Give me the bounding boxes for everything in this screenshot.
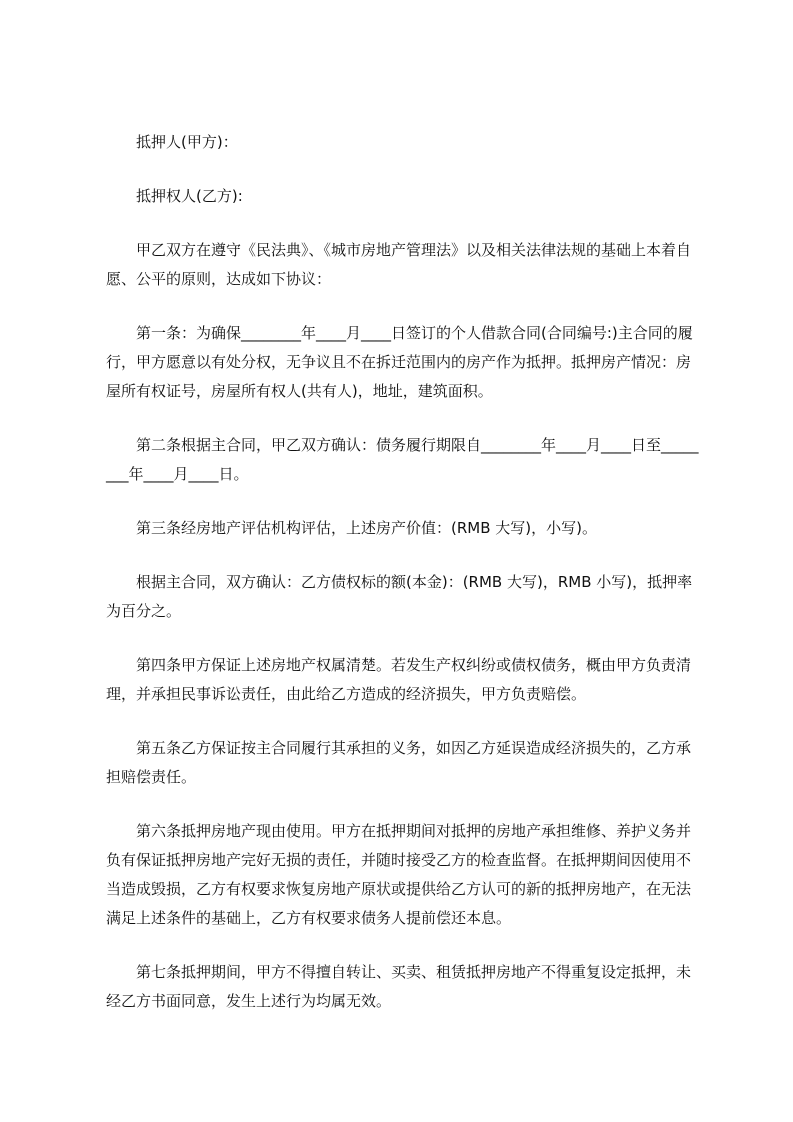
- article-5: 第五条乙方保证按主合同履行其承担的义务，如因乙方延误造成经济损失的，乙方承担赔偿责任。: [106, 739, 692, 786]
- mortgagor-line: 抵押人(甲方)：: [136, 133, 238, 151]
- document-body: [106, 128, 700, 1041]
- article-3-supplement: 根据主合同，双方确认：乙方债权标的额(本金)：(RMB 大写)，RMB 小写)，抵押率为百分之。: [106, 573, 693, 620]
- article-3: 第三条经房地产评估机构评估，上述房产价值：(RMB 大写)，小写)。: [136, 519, 597, 537]
- article-7: 第七条抵押期间，甲方不得擅自转让、买卖、租赁抵押房地产不得重复设定抵押，未经乙方书面同意，发生上述行为均属无效。: [106, 963, 692, 1010]
- mortgagee-line: 抵押权人(乙方):: [136, 187, 243, 205]
- article-2: 第二条根据主合同，甲乙双方确认：债务履行期限自________年____月____日至________年____月____日。: [106, 436, 699, 483]
- preamble-paragraph: 甲乙双方在遵守《民法典》、《城市房地产管理法》以及相关法律法规的基础上本着自愿、公平的原则，达成如下协议：: [106, 241, 692, 288]
- article-1: 第一条：为确保________年____月____日签订的个人借款合同(合同编号:)主合同的履行，甲方愿意以有处分权，无争议且不在拆迁范围内的房产作为抵押。抵押房产情况：房屋所有权证号，房屋所有权人(共有人)，地址，建筑面积。: [106, 324, 693, 400]
- article-4: 第四条甲方保证上述房地产权属清楚。若发生产权纠纷或债权债务，概由甲方负责清理，并承担民事诉讼责任，由此给乙方造成的经济损失，甲方负责赔偿。: [106, 656, 692, 703]
- article-6: 第六条抵押房地产现由使用。甲方在抵押期间对抵押的房地产承担维修、养护义务并负有保证抵押房地产完好无损的责任，并随时接受乙方的检查监督。在抵押期间因使用不当造成毁损，乙方有权要求恢复房地产原状或提供给乙方认可的新的抵押房地产，在无法满足上述条件的基础上，乙方有权要求债务人提前偿还本息。: [106, 822, 692, 927]
